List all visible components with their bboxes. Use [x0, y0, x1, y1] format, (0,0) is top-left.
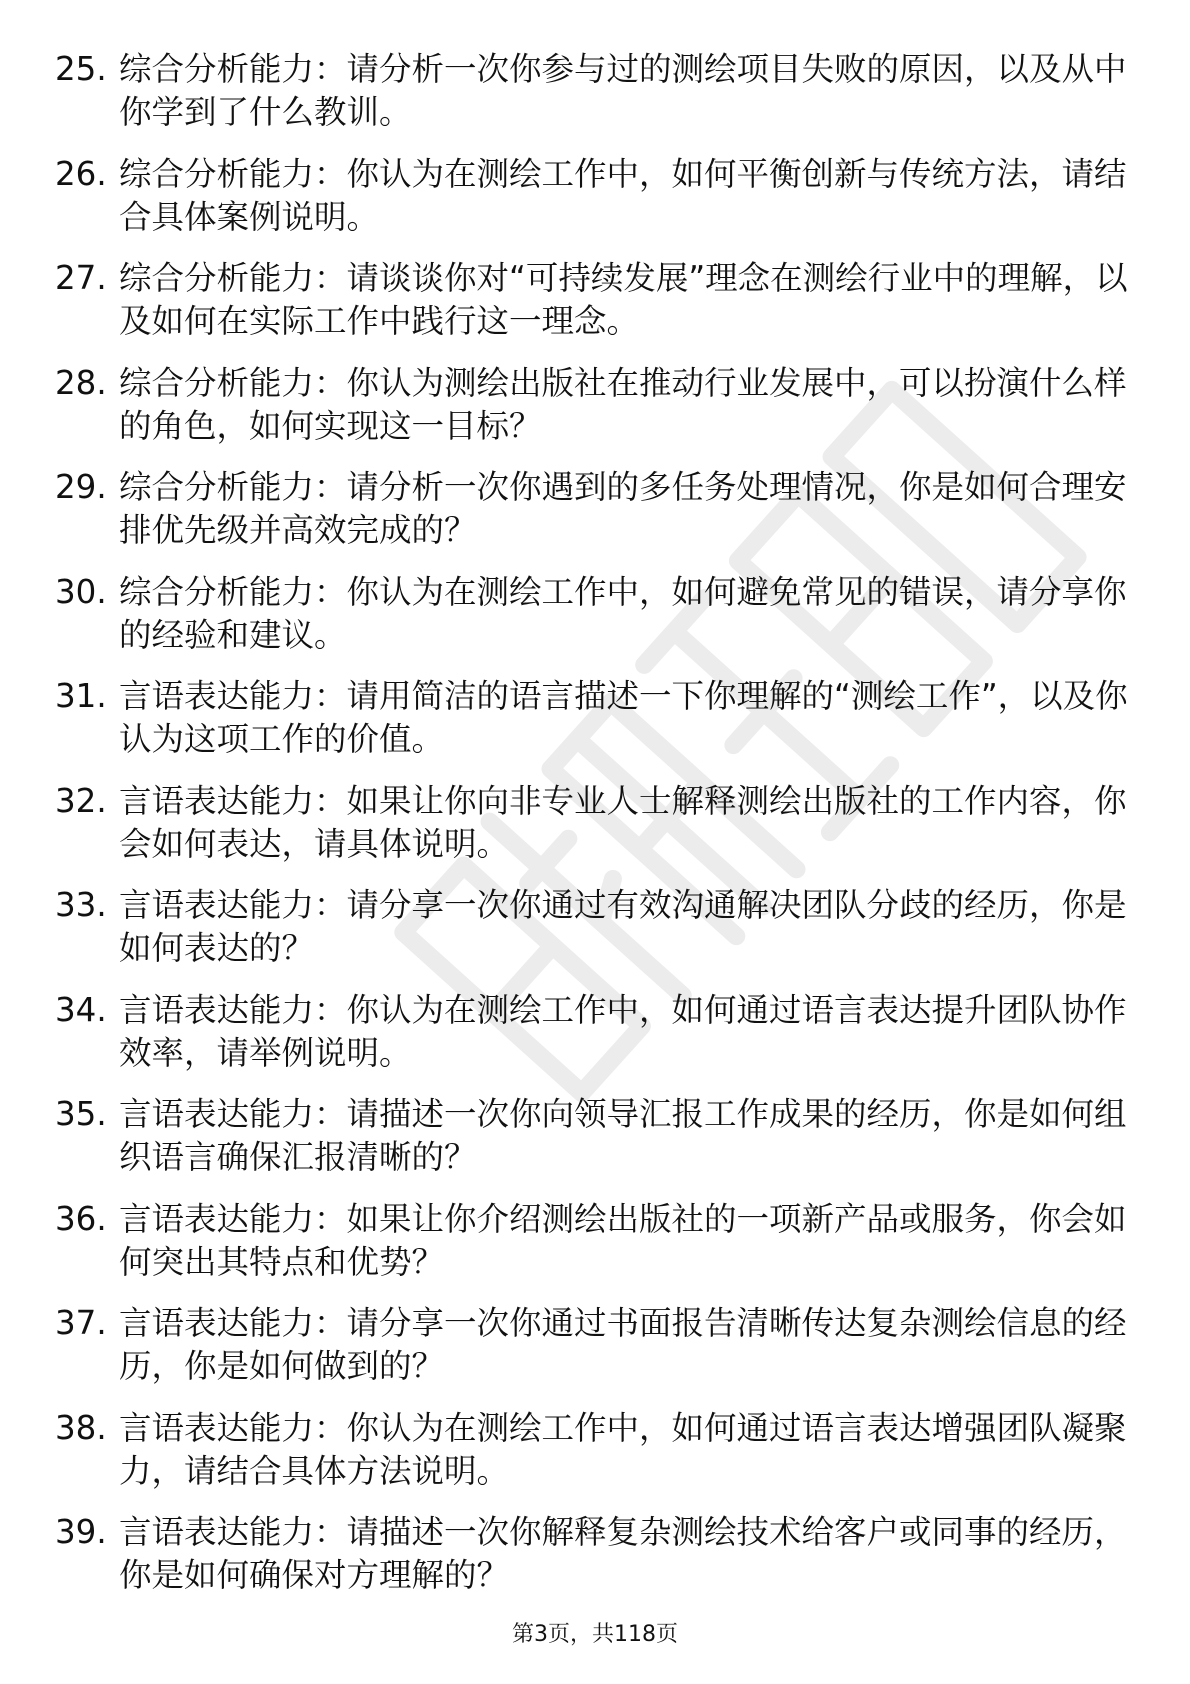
question-text: 言语表达能力：你认为在测绘工作中，如何通过语言表达增强团队凝聚力，请结合具体方法说明。 [119, 1408, 1127, 1490]
question-number: 29. [55, 468, 107, 506]
question-item [55, 571, 1135, 657]
question-text: 言语表达能力：请描述一次你解释复杂测绘技术给客户或同事的经历，你是如何确保对方理解的？ [119, 1513, 1127, 1594]
question-text: 综合分析能力：你认为在测绘工作中，如何平衡创新与传统方法，请结合具体案例说明。 [119, 154, 1127, 236]
question-number: 25. [55, 50, 107, 88]
question-item [55, 675, 1135, 761]
question-number: 28. [55, 363, 107, 402]
question-text: 综合分析能力：请分析一次你遇到的多任务处理情况，你是如何合理安排优先级并高效完成的？ [119, 468, 1127, 549]
question-text: 言语表达能力：如果让你向非专业人士解释测绘出版社的工作内容，你会如何表达，请具体说明。 [119, 781, 1127, 863]
question-number: 32. [55, 781, 107, 820]
question-item [55, 989, 1135, 1075]
question-item [55, 153, 1135, 239]
question-text: 综合分析能力：请分析一次你参与过的测绘项目失败的原因，以及从中你学到了什么教训。 [119, 50, 1127, 131]
question-item [55, 48, 1135, 134]
question-item [55, 1511, 1135, 1597]
question-item [55, 884, 1135, 970]
question-item [55, 466, 1135, 552]
question-number: 37. [55, 1304, 107, 1342]
question-item [55, 1198, 1135, 1284]
question-number: 34. [55, 990, 107, 1029]
question-text: 言语表达能力：请描述一次你向领导汇报工作成果的经历，你是如何组织语言确保汇报清晰的？ [119, 1095, 1127, 1176]
question-text: 言语表达能力：你认为在测绘工作中，如何通过语言表达提升团队协作效率，请举例说明。 [119, 990, 1127, 1072]
question-number: 35. [55, 1095, 107, 1133]
question-number: 36. [55, 1199, 107, 1238]
question-text: 言语表达能力：请分享一次你通过书面报告清晰传达复杂测绘信息的经历，你是如何做到的？ [119, 1304, 1127, 1385]
question-item [55, 257, 1135, 343]
question-text: 综合分析能力：你认为在测绘工作中，如何避免常见的错误，请分享你的经验和建议。 [119, 572, 1127, 654]
question-number: 26. [55, 154, 107, 193]
question-text: 言语表达能力：请用简洁的语言描述一下你理解的“测绘工作”，以及你认为这项工作的价值。 [119, 677, 1128, 758]
question-number: 33. [55, 886, 107, 924]
page-footer: 第3页，共118页 [512, 1622, 678, 1647]
question-text: 综合分析能力：请谈谈你对“可持续发展”理念在测绘行业中的理解，以及如何在实际工作中践行这一理念。 [119, 259, 1128, 340]
question-item [55, 1302, 1135, 1388]
question-number: 27. [55, 259, 107, 297]
question-number: 30. [55, 572, 107, 611]
question-item [55, 362, 1135, 448]
question-item [55, 1407, 1135, 1493]
question-item [55, 780, 1135, 866]
question-list [55, 48, 1135, 1616]
question-number: 38. [55, 1408, 107, 1447]
question-item [55, 1093, 1135, 1179]
question-text: 言语表达能力：请分享一次你通过有效沟通解决团队分歧的经历，你是如何表达的？ [119, 886, 1127, 967]
question-text: 综合分析能力：你认为测绘出版社在推动行业发展中，可以扮演什么样的角色，如何实现这一目标？ [119, 363, 1127, 445]
question-number: 39. [55, 1513, 107, 1551]
question-text: 言语表达能力：如果让你介绍测绘出版社的一项新产品或服务，你会如何突出其特点和优势？ [119, 1199, 1127, 1281]
question-number: 31. [55, 677, 107, 715]
